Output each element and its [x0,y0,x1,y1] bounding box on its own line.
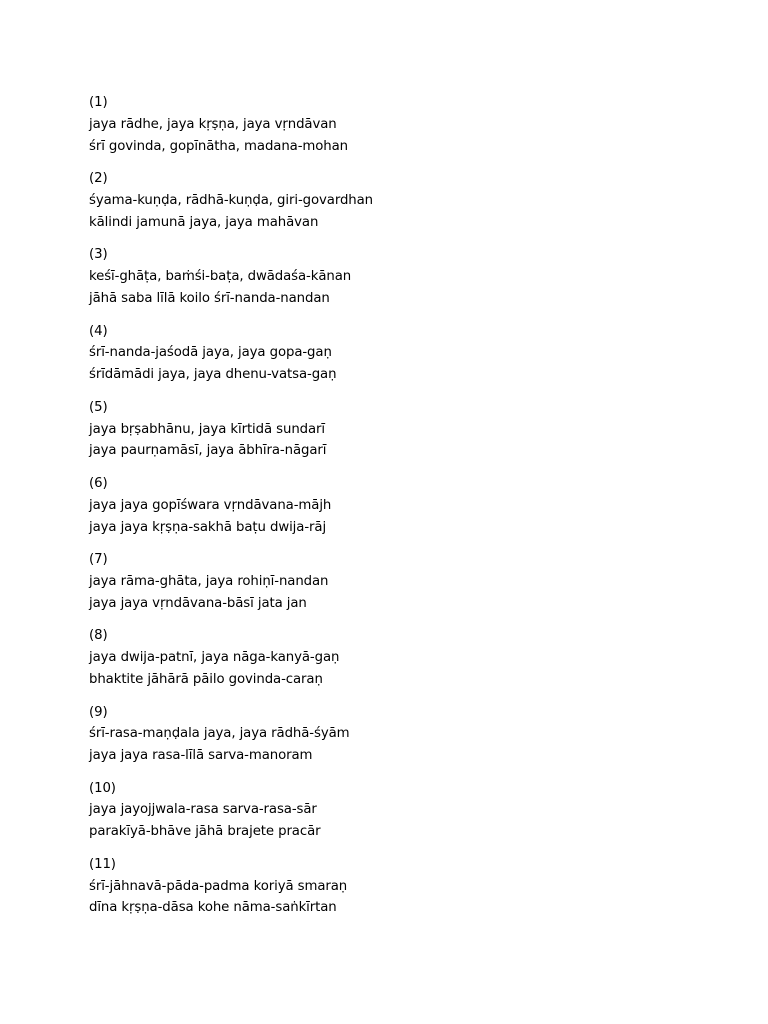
stanza-number: (4) [89,323,108,339]
stanza-2 [89,168,729,244]
stanza-number: (5) [89,399,108,415]
verse-line: śrī-jāhnavā-pāda-padma koriyā smaraṇ [89,878,348,894]
stanza-8 [89,625,729,701]
stanza-number: (1) [89,95,108,110]
stanza-number: (9) [89,704,108,720]
verse-line: śrī-nanda-jaśodā jaya, jaya gopa-gaṇ [89,345,332,361]
stanza-6 [89,473,729,549]
stanza-11 [89,854,729,930]
verse-line: jaya jaya vṛndāvana-bāsī jata jan [89,595,307,611]
stanza-7 [89,549,729,625]
verse-line: jaya jaya gopīśwara vṛndāvana-mājh [89,497,332,513]
verse-line: jaya rādhe, jaya kṛṣṇa, jaya vṛndāvan [89,116,337,132]
verse-line: jaya jaya rasa-līlā sarva-manoram [89,748,313,764]
stanza-number: (3) [89,247,108,263]
stanza-number: (8) [89,628,108,644]
stanza-10 [89,778,729,854]
stanza-3 [89,244,729,320]
stanza-9 [89,702,729,778]
verse-line: jaya rāma-ghāta, jaya rohiṇī-nandan [89,573,329,589]
verse-line: śrī-rasa-maṇḍala jaya, jaya rādhā-śyām [89,726,350,742]
verse-line: keśī-ghāṭa, baṁśi-baṭa, dwādaśa-kānan [89,269,352,285]
verse-line: śyama-kuṇḍa, rādhā-kuṇḍa, giri-govardhan [89,192,374,208]
verse-line: jaya bṛṣabhānu, jaya kīrtidā sundarī [89,421,325,437]
stanza-4 [89,321,729,397]
document-page [89,92,729,930]
verse-line: jaya paurṇamāsī, jaya ābhīra-nāgarī [89,443,327,459]
verse-line: dīna kṛṣṇa-dāsa kohe nāma-saṅkīrtan [89,900,337,916]
verse-line: jaya dwija-patnī, jaya nāga-kanyā-gaṇ [89,650,340,666]
verse-line: parakīyā-bhāve jāhā brajete pracār [89,824,321,840]
stanza-number: (11) [89,856,116,872]
stanza-number: (6) [89,475,108,491]
stanza-number: (2) [89,171,108,187]
verse-line: jāhā saba līlā koilo śrī-nanda-nandan [89,290,330,306]
stanza-number: (10) [89,780,116,796]
verse-line: śrī govinda, gopīnātha, madana-mohan [89,138,349,154]
verse-line: jaya jaya kṛṣṇa-sakhā baṭu dwija-rāj [89,519,327,535]
verse-line: jaya jayojjwala-rasa sarva-rasa-sār [89,802,317,818]
verse-line: kālindi jamunā jaya, jaya mahāvan [89,214,319,230]
stanza-number: (7) [89,552,108,568]
stanza-1 [89,92,729,168]
verse-line: śrīdāmādi jaya, jaya dhenu-vatsa-gaṇ [89,367,337,383]
stanza-5 [89,397,729,473]
verse-line: bhaktite jāhārā pāilo govinda-caraṇ [89,671,323,687]
